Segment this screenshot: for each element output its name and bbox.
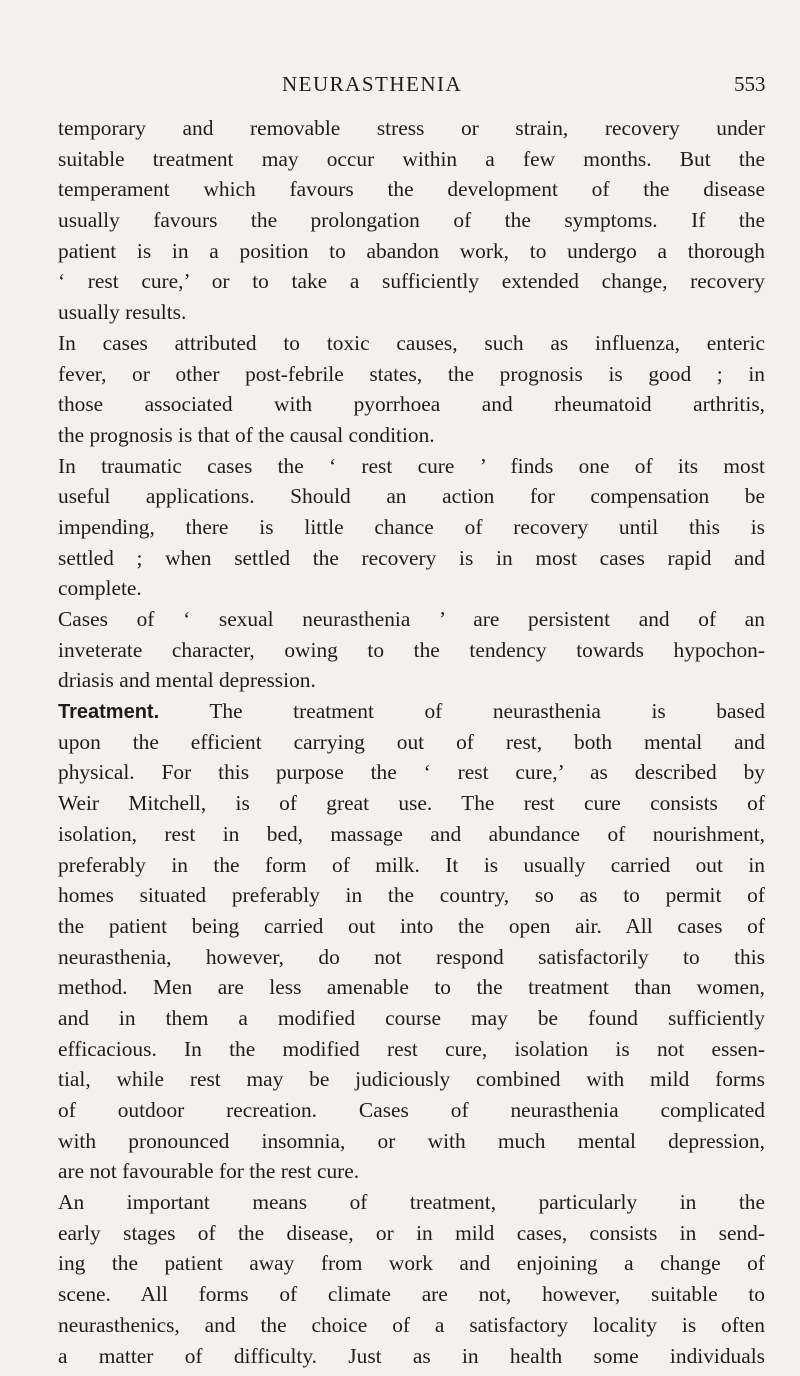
running-header bbox=[0, 72, 800, 102]
text-line: useful applications. Should an action for compensation be bbox=[58, 484, 765, 509]
text-line: and in them a modified course may be found sufficiently bbox=[58, 1005, 765, 1030]
text-line: those associated with pyorrhoea and rheumatoid arthritis, bbox=[58, 392, 765, 417]
text-line: patient is in a position to abandon work, to undergo a thorough bbox=[58, 238, 765, 263]
text-line: isolation, rest in bed, massage and abundance of nourishment, bbox=[58, 821, 765, 846]
running-title: NEURASTHENIA bbox=[282, 72, 463, 96]
text-line: upon the efficient carrying out of rest, both mental and bbox=[58, 729, 765, 754]
text-line: a matter of difficulty. Just as in health some individuals bbox=[58, 1343, 765, 1368]
text-line: The treatment of neurasthenia is based bbox=[209, 699, 765, 724]
text-line: physical. For this purpose the ‘ rest cure,’ as described by bbox=[58, 760, 765, 785]
text-line: homes situated preferably in the country, so as to permit of bbox=[58, 883, 765, 908]
section-heading: Treatment. bbox=[58, 701, 160, 724]
text-line: An important means of treatment, particularly in the bbox=[58, 1190, 765, 1215]
text-line: with pronounced insomnia, or with much mental depression, bbox=[58, 1128, 765, 1153]
text-line: the patient being carried out into the open air. All cases of bbox=[58, 913, 765, 938]
text-line: inveterate character, owing to the tendency towards hypochon- bbox=[58, 637, 765, 662]
text-line: fever, or other post-febrile states, the prognosis is good ; in bbox=[58, 361, 765, 386]
text-line: In traumatic cases the ‘ rest cure ’ finds one of its most bbox=[58, 453, 765, 478]
text-line: Weir Mitchell, is of great use. The rest cure consists of bbox=[58, 791, 765, 816]
text-line: early stages of the disease, or in mild cases, consists in send- bbox=[58, 1220, 765, 1245]
text-line: tial, while rest may be judiciously combined with mild forms bbox=[58, 1067, 765, 1092]
body-text bbox=[58, 113, 765, 1371]
text-line: ing the patient away from work and enjoining a change of bbox=[58, 1251, 765, 1276]
text-line: temporary and removable stress or strain, recovery under bbox=[58, 116, 765, 140]
text-line: settled ; when settled the recovery is in most cases rapid and bbox=[58, 545, 765, 570]
text-line: complete. bbox=[58, 576, 142, 601]
text-line: preferably in the form of milk. It is usually carried out in bbox=[58, 852, 765, 877]
text-line: of outdoor recreation. Cases of neurasthenia complicated bbox=[58, 1098, 765, 1122]
text-line: neurasthenia, however, do not respond satisfactorily to this bbox=[58, 944, 765, 969]
text-line: Cases of ‘ sexual neurasthenia ’ are persistent and of an bbox=[58, 607, 765, 631]
treatment-heading-line bbox=[58, 696, 765, 727]
page-number: 553 bbox=[734, 72, 766, 96]
text-line: ‘ rest cure,’ or to take a sufficiently extended change, recovery bbox=[58, 269, 765, 294]
text-line: suitable treatment may occur within a few months. But the bbox=[58, 146, 765, 171]
text-line: method. Men are less amenable to the treatment than women, bbox=[58, 975, 765, 1000]
text-line: neurasthenics, and the choice of a satisfactory locality is often bbox=[58, 1312, 765, 1337]
text-line: temperament which favours the development of the disease bbox=[58, 177, 765, 202]
text-line: are not favourable for the rest cure. bbox=[58, 1159, 360, 1184]
text-line: In cases attributed to toxic causes, such as influenza, enteric bbox=[58, 330, 765, 355]
text-line: impending, there is little chance of recovery until this is bbox=[58, 514, 765, 539]
text-line: usually favours the prolongation of the symptoms. If the bbox=[58, 208, 765, 233]
text-line: driasis and mental depression. bbox=[58, 668, 316, 693]
text-line: usually results. bbox=[58, 300, 187, 325]
text-line: the prognosis is that of the causal condition. bbox=[58, 422, 435, 447]
text-line: scene. All forms of climate are not, however, suitable to bbox=[58, 1282, 765, 1307]
text-line: efficacious. In the modified rest cure, isolation is not essen- bbox=[58, 1036, 765, 1061]
